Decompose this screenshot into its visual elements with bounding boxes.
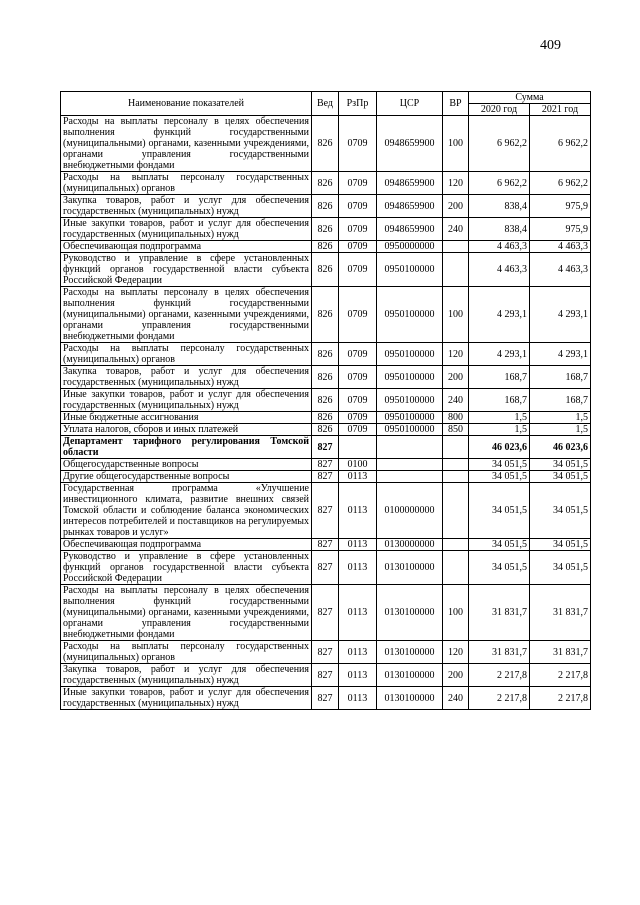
cell-rzpr: 0709 — [339, 366, 377, 389]
cell-vr: 800 — [443, 412, 469, 424]
cell-vr: 200 — [443, 195, 469, 218]
cell-rzpr: 0709 — [339, 287, 377, 343]
cell-2020: 838,4 — [469, 218, 530, 241]
cell-csr: 0950100000 — [377, 287, 443, 343]
cell-name: Иные закупки товаров, работ и услуг для обеспечения государственных (муниципальных) нужд — [61, 389, 312, 412]
cell-name: Обеспечивающая подпрограмма — [61, 241, 312, 253]
cell-vr: 120 — [443, 343, 469, 366]
cell-rzpr: 0113 — [339, 539, 377, 551]
table-header — [61, 92, 591, 116]
cell-2020: 34 051,5 — [469, 483, 530, 539]
table-row — [61, 343, 591, 366]
cell-2020: 34 051,5 — [469, 539, 530, 551]
cell-2021: 168,7 — [530, 366, 591, 389]
cell-rzpr: 0709 — [339, 241, 377, 253]
cell-2021: 4 463,3 — [530, 241, 591, 253]
cell-2020: 4 463,3 — [469, 241, 530, 253]
cell-name: Общегосударственные вопросы — [61, 459, 312, 471]
table-row — [61, 195, 591, 218]
cell-ved: 827 — [312, 641, 339, 664]
cell-rzpr: 0709 — [339, 343, 377, 366]
cell-2020: 2 217,8 — [469, 664, 530, 687]
header-2021: 2021 год — [530, 104, 591, 116]
cell-2021: 31 831,7 — [530, 641, 591, 664]
cell-name: Другие общегосударственные вопросы — [61, 471, 312, 483]
cell-name: Иные бюджетные ассигнования — [61, 412, 312, 424]
table-row — [61, 585, 591, 641]
cell-ved: 826 — [312, 287, 339, 343]
table-row — [61, 664, 591, 687]
cell-csr: 0950100000 — [377, 366, 443, 389]
cell-name: Руководство и управление в сфере установленных функций органов государственной власти субъекта Российской Федерации — [61, 253, 312, 287]
cell-2020: 31 831,7 — [469, 585, 530, 641]
cell-vr — [443, 253, 469, 287]
header-csr: ЦСР — [377, 92, 443, 116]
cell-2020: 4 463,3 — [469, 253, 530, 287]
cell-vr — [443, 539, 469, 551]
table-row — [61, 641, 591, 664]
cell-rzpr: 0709 — [339, 218, 377, 241]
cell-vr: 200 — [443, 664, 469, 687]
cell-csr: 0950100000 — [377, 343, 443, 366]
table-row — [61, 687, 591, 710]
cell-rzpr — [339, 436, 377, 459]
cell-vr: 120 — [443, 172, 469, 195]
cell-csr: 0130100000 — [377, 664, 443, 687]
cell-csr: 0130100000 — [377, 551, 443, 585]
cell-2020: 2 217,8 — [469, 687, 530, 710]
cell-2021: 6 962,2 — [530, 116, 591, 172]
cell-2021: 34 051,5 — [530, 551, 591, 585]
cell-rzpr: 0113 — [339, 585, 377, 641]
cell-name: Уплата налогов, сборов и иных платежей — [61, 424, 312, 436]
cell-2020: 168,7 — [469, 366, 530, 389]
cell-2021: 975,9 — [530, 195, 591, 218]
cell-rzpr: 0113 — [339, 551, 377, 585]
cell-ved: 826 — [312, 366, 339, 389]
cell-ved: 826 — [312, 218, 339, 241]
table-row — [61, 539, 591, 551]
table-row — [61, 218, 591, 241]
table-row — [61, 172, 591, 195]
page-number: 409 — [540, 38, 561, 53]
cell-ved: 827 — [312, 687, 339, 710]
cell-ved: 827 — [312, 539, 339, 551]
cell-ved: 826 — [312, 195, 339, 218]
cell-ved: 827 — [312, 585, 339, 641]
table-row — [61, 366, 591, 389]
cell-rzpr: 0113 — [339, 471, 377, 483]
cell-name: Расходы на выплаты персоналу в целях обеспечения выполнения функций государственными (муниципальными) органами, казенными учреждениями, органами управления государственными внебюджетными фондами — [61, 585, 312, 641]
cell-ved: 826 — [312, 172, 339, 195]
cell-2020: 34 051,5 — [469, 459, 530, 471]
table-row — [61, 412, 591, 424]
cell-2021: 34 051,5 — [530, 483, 591, 539]
cell-2021: 6 962,2 — [530, 172, 591, 195]
cell-ved: 827 — [312, 483, 339, 539]
cell-name: Расходы на выплаты персоналу государственных (муниципальных) органов — [61, 172, 312, 195]
cell-name: Расходы на выплаты персоналу государственных (муниципальных) органов — [61, 641, 312, 664]
table-row — [61, 551, 591, 585]
cell-name: Государственная программа «Улучшение инвестиционного климата, развитие внешних связей Томской области и соблюдение баланса экономических интересов потребителей и поставщиков на регулируемых рынках товаров и услуг» — [61, 483, 312, 539]
budget-table — [60, 91, 591, 710]
cell-ved: 826 — [312, 424, 339, 436]
cell-rzpr: 0709 — [339, 172, 377, 195]
cell-rzpr: 0113 — [339, 664, 377, 687]
cell-2021: 4 293,1 — [530, 287, 591, 343]
cell-rzpr: 0113 — [339, 483, 377, 539]
cell-2021: 1,5 — [530, 424, 591, 436]
cell-2020: 4 293,1 — [469, 343, 530, 366]
cell-csr: 0950100000 — [377, 253, 443, 287]
cell-ved: 827 — [312, 471, 339, 483]
cell-csr: 0130100000 — [377, 641, 443, 664]
cell-vr — [443, 551, 469, 585]
cell-name: Департамент тарифного регулирования Томской области — [61, 436, 312, 459]
cell-2020: 46 023,6 — [469, 436, 530, 459]
cell-2021: 46 023,6 — [530, 436, 591, 459]
cell-rzpr: 0709 — [339, 389, 377, 412]
cell-2021: 2 217,8 — [530, 687, 591, 710]
cell-name: Закупка товаров, работ и услуг для обеспечения государственных (муниципальных) нужд — [61, 366, 312, 389]
cell-ved: 826 — [312, 241, 339, 253]
cell-vr — [443, 483, 469, 539]
cell-csr: 0950100000 — [377, 424, 443, 436]
cell-csr: 0130100000 — [377, 585, 443, 641]
cell-rzpr: 0100 — [339, 459, 377, 471]
cell-vr — [443, 241, 469, 253]
cell-name: Иные закупки товаров, работ и услуг для обеспечения государственных (муниципальных) нужд — [61, 218, 312, 241]
table-row — [61, 116, 591, 172]
cell-2021: 1,5 — [530, 412, 591, 424]
header-sum: Сумма — [469, 92, 591, 104]
cell-csr: 0948659900 — [377, 116, 443, 172]
cell-name: Расходы на выплаты персоналу в целях обеспечения выполнения функций государственными (муниципальными) органами, казенными учреждениями, органами управления государственными внебюджетными фондами — [61, 287, 312, 343]
cell-rzpr: 0113 — [339, 687, 377, 710]
cell-name: Руководство и управление в сфере установленных функций органов государственной власти субъекта Российской Федерации — [61, 551, 312, 585]
cell-vr: 100 — [443, 116, 469, 172]
table-row — [61, 253, 591, 287]
cell-name: Расходы на выплаты персоналу в целях обеспечения выполнения функций государственными (муниципальными) органами, казенными учреждениями, органами управления государственными внебюджетными фондами — [61, 116, 312, 172]
cell-vr: 120 — [443, 641, 469, 664]
cell-name: Закупка товаров, работ и услуг для обеспечения государственных (муниципальных) нужд — [61, 664, 312, 687]
cell-name: Закупка товаров, работ и услуг для обеспечения государственных (муниципальных) нужд — [61, 195, 312, 218]
cell-csr — [377, 436, 443, 459]
cell-vr: 200 — [443, 366, 469, 389]
cell-rzpr: 0709 — [339, 253, 377, 287]
cell-2021: 4 463,3 — [530, 253, 591, 287]
cell-csr: 0130100000 — [377, 687, 443, 710]
table-row — [61, 241, 591, 253]
cell-ved: 826 — [312, 343, 339, 366]
table-row — [61, 459, 591, 471]
cell-ved: 826 — [312, 116, 339, 172]
cell-vr: 100 — [443, 287, 469, 343]
cell-ved: 827 — [312, 664, 339, 687]
cell-ved: 827 — [312, 551, 339, 585]
cell-2020: 6 962,2 — [469, 116, 530, 172]
header-ved: Вед — [312, 92, 339, 116]
cell-vr — [443, 471, 469, 483]
cell-2020: 34 051,5 — [469, 551, 530, 585]
cell-name: Расходы на выплаты персоналу государственных (муниципальных) органов — [61, 343, 312, 366]
cell-2021: 31 831,7 — [530, 585, 591, 641]
cell-name: Иные закупки товаров, работ и услуг для обеспечения государственных (муниципальных) нужд — [61, 687, 312, 710]
cell-csr: 0950100000 — [377, 389, 443, 412]
cell-vr: 240 — [443, 389, 469, 412]
cell-ved: 827 — [312, 459, 339, 471]
cell-rzpr: 0113 — [339, 641, 377, 664]
cell-csr — [377, 471, 443, 483]
cell-2021: 34 051,5 — [530, 471, 591, 483]
header-vr: ВР — [443, 92, 469, 116]
cell-2020: 31 831,7 — [469, 641, 530, 664]
cell-csr: 0948659900 — [377, 172, 443, 195]
cell-vr: 100 — [443, 585, 469, 641]
cell-rzpr: 0709 — [339, 116, 377, 172]
cell-2021: 34 051,5 — [530, 539, 591, 551]
cell-csr: 0948659900 — [377, 218, 443, 241]
cell-2020: 1,5 — [469, 412, 530, 424]
cell-rzpr: 0709 — [339, 424, 377, 436]
table-row — [61, 483, 591, 539]
table-row — [61, 471, 591, 483]
cell-ved: 826 — [312, 253, 339, 287]
cell-2021: 4 293,1 — [530, 343, 591, 366]
table-row — [61, 389, 591, 412]
cell-vr: 850 — [443, 424, 469, 436]
cell-2021: 975,9 — [530, 218, 591, 241]
table-row — [61, 287, 591, 343]
cell-2020: 1,5 — [469, 424, 530, 436]
cell-2020: 168,7 — [469, 389, 530, 412]
cell-ved: 827 — [312, 436, 339, 459]
cell-csr: 0100000000 — [377, 483, 443, 539]
cell-2021: 168,7 — [530, 389, 591, 412]
cell-csr: 0950000000 — [377, 241, 443, 253]
cell-2020: 838,4 — [469, 195, 530, 218]
cell-vr: 240 — [443, 687, 469, 710]
cell-vr — [443, 459, 469, 471]
table-row — [61, 424, 591, 436]
cell-rzpr: 0709 — [339, 195, 377, 218]
table-body — [61, 116, 591, 710]
cell-2021: 2 217,8 — [530, 664, 591, 687]
cell-ved: 826 — [312, 389, 339, 412]
cell-2021: 34 051,5 — [530, 459, 591, 471]
table-row — [61, 436, 591, 459]
cell-2020: 6 962,2 — [469, 172, 530, 195]
header-rzpr: РзПр — [339, 92, 377, 116]
cell-rzpr: 0709 — [339, 412, 377, 424]
cell-csr: 0948659900 — [377, 195, 443, 218]
cell-ved: 826 — [312, 412, 339, 424]
cell-csr — [377, 459, 443, 471]
cell-2020: 34 051,5 — [469, 471, 530, 483]
cell-vr — [443, 436, 469, 459]
cell-csr: 0950100000 — [377, 412, 443, 424]
header-name: Наименование показателей — [61, 92, 312, 116]
cell-2020: 4 293,1 — [469, 287, 530, 343]
cell-vr: 240 — [443, 218, 469, 241]
cell-csr: 0130000000 — [377, 539, 443, 551]
header-2020: 2020 год — [469, 104, 530, 116]
cell-name: Обеспечивающая подпрограмма — [61, 539, 312, 551]
